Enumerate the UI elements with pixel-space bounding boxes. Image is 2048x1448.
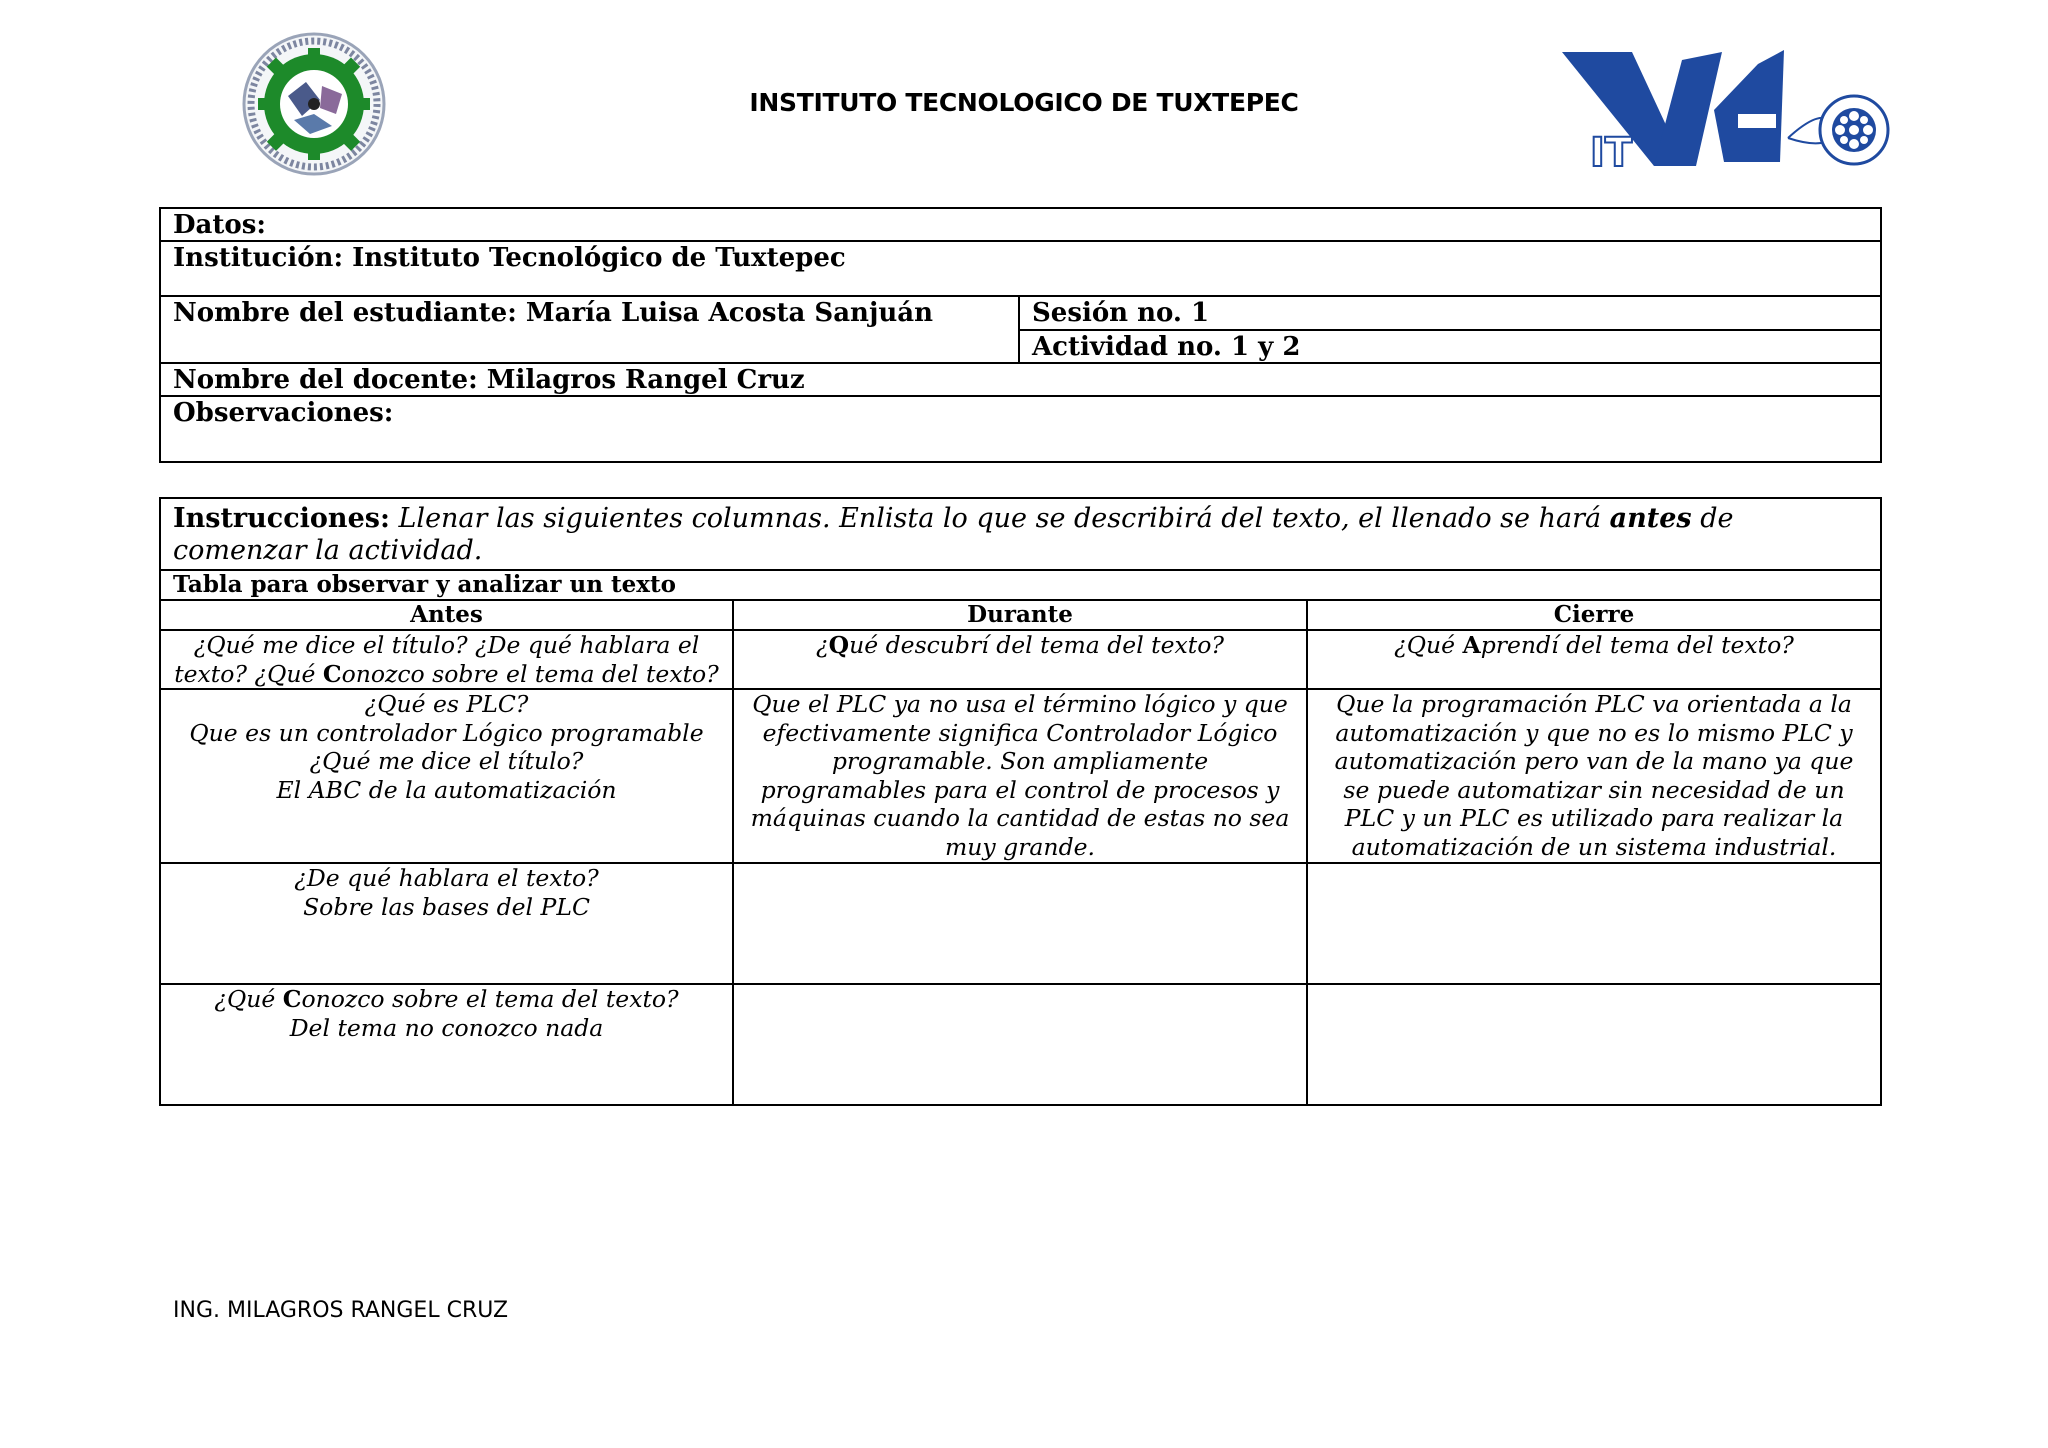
instructions-emphasis: antes (1609, 503, 1692, 534)
row2-durante (733, 863, 1307, 984)
session-field: Sesión no. 1 (1019, 296, 1881, 330)
instructions-label: Instrucciones: (173, 503, 390, 534)
prompt-cierre: ¿Qué Aprendí del tema del texto? (1307, 630, 1881, 689)
column-header-antes: Antes (160, 600, 733, 630)
footer-author: ING. MILAGROS RANGEL CRUZ (173, 1298, 509, 1323)
activity-field: Actividad no. 1 y 2 (1019, 330, 1881, 363)
instructions-cell (160, 498, 1881, 570)
row2-antes: ¿De qué hablara el texto? Sobre las bases del PLC (160, 863, 733, 984)
column-header-cierre: Cierre (1307, 600, 1881, 630)
observations-field: Observaciones: (160, 396, 1881, 462)
student-data-table (159, 207, 1882, 463)
row2-cierre (1307, 863, 1881, 984)
instructions-text: Llenar las siguientes columnas. Enlista lo que se describirá del texto, el llenado se hará (389, 503, 1610, 534)
row1-antes: ¿Qué es PLC? Que es un controlador Lógico programable ¿Qué me dice el título? El ABC de la automatización (160, 689, 733, 863)
row3-cierre (1307, 984, 1881, 1105)
student-name-field: Nombre del estudiante: María Luisa Acosta Sanjuán (160, 296, 1019, 363)
teacher-name-field: Nombre del docente: Milagros Rangel Cruz (160, 363, 1881, 396)
institucion-field: Institución: Instituto Tecnológico de Tuxtepec (160, 241, 1881, 296)
column-header-durante: Durante (733, 600, 1307, 630)
prompt-antes: ¿Qué me dice el título? ¿De qué hablara el texto? ¿Qué Conozco sobre el tema del texto? (160, 630, 733, 689)
table-title: Tabla para observar y analizar un texto (160, 570, 1881, 600)
row3-durante (733, 984, 1307, 1105)
row1-cierre: Que la programación PLC va orientada a la automatización y que no es lo mismo PLC y automatización pero van de la mano ya que se puede automatizar sin necesidad de un PLC y un PLC es utilizado para realizar la automatización de un sistema industrial. (1307, 689, 1881, 863)
row3-antes: ¿Qué Conozco sobre el tema del texto? Del tema no conozco nada (160, 984, 733, 1105)
row1-durante: Que el PLC ya no usa el término lógico y que efectivamente significa Controlador Lógico programable. Son ampliamente programables para el control de procesos y máquinas cuando la cantidad de estas no sea muy grande. (733, 689, 1307, 863)
tecnm-logo-icon (1562, 30, 1894, 178)
datos-label: Datos: (160, 208, 1881, 241)
svg-text:IT: IT (1590, 130, 1633, 176)
text-analysis-table (159, 497, 1882, 1106)
instructions-text-end: de comenzar la actividad. (173, 503, 1734, 566)
prompt-durante: ¿Qué descubrí del tema del texto? (733, 630, 1307, 689)
institute-gear-seal-icon (240, 30, 388, 178)
page-title: INSTITUTO TECNOLOGICO DE TUXTEPEC (749, 88, 1299, 117)
